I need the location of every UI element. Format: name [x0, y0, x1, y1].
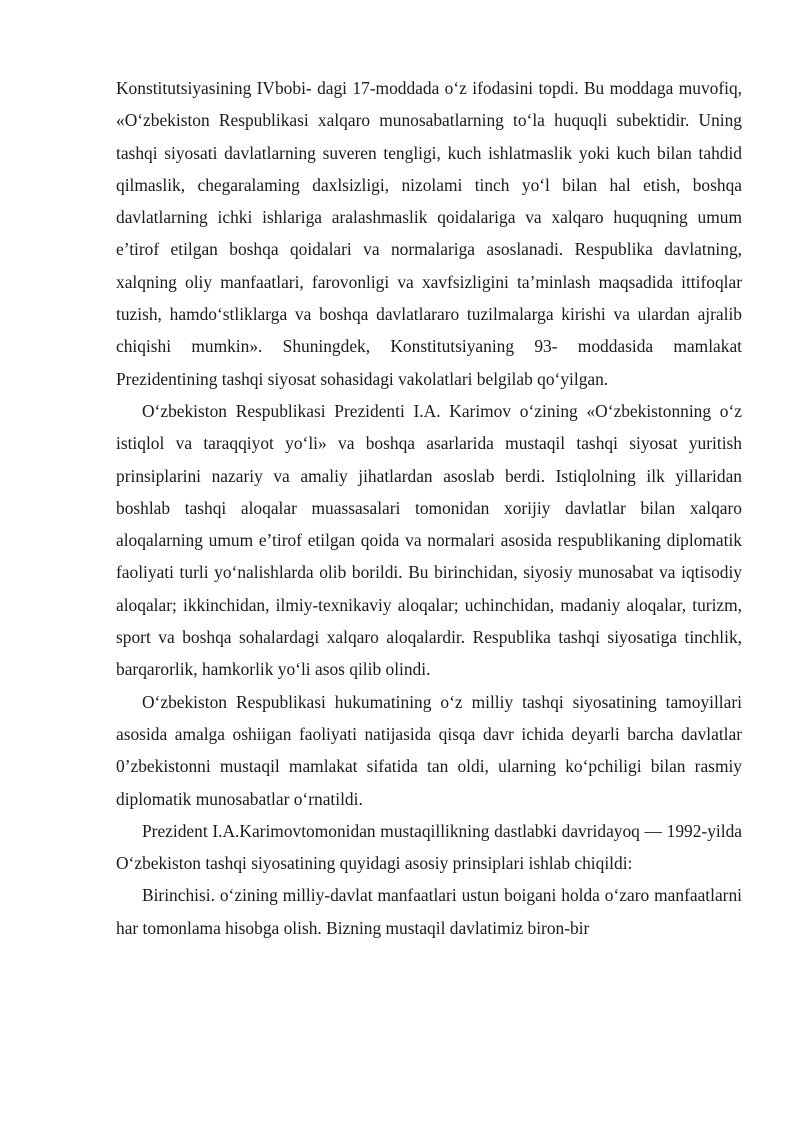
paragraph-principles-1992: Prezident I.A.Karimovtomonidan mustaqillikning dastlabki davridayoq — 1992-yilda O‘zbekiston tashqi siyosatining quyidagi asosiy prinsiplari ishlab chiqildi:	[116, 820, 742, 874]
paragraph-diplomatic-recognition: O‘zbekiston Respublikasi hukumatining o‘z milliy tashqi siyosatining tamoyillari asosida amalga oshiigan faoliyati natijasida qisqa davr ichida deyarli barcha davlatlar 0’zbekistonni mustaqil mamlakat sifatida tan oldi, ularning ko‘pchiligi bilan rasmiy diplomatik munosabatlar o‘rnatildi.	[116, 691, 742, 809]
paragraph-first-principle: Birinchisi. o‘zining milliy-davlat manfaatlari ustun boigani holda o‘zaro manfaatlarni har tomonlama hisobga olish. Bizning mustaqil davlatimiz biron-bir	[116, 885, 742, 938]
paragraph-constitution-article-17: Konstitutsiyasining IVbobi- dagi 17-moddada o‘z ifodasini topdi. Bu moddaga muvofiq, «O‘zbekiston Respublikasi xalqaro munosabatlarning to‘la huquqli subektidir. Uning tashqi siyosati davlatlarning suveren tengligi, kuch ishlatmaslik yoki kuch bilan tahdid qilmaslik, chegaralaming daxlsizligi, nizolami tinch yo‘l bilan hal etish, boshqa davlatlarning ichki ishlariga aralashmaslik qoidalariga va xalqaro huquqning umum e’tirof etilgan boshqa qoidalari va normalariga asoslanadi. Respublika davlatning, xalqning oliy manfaatlari, farovonligi va xavfsizligini ta’minlash maqsadida ittifoqlar tuzish, hamdo‘stliklarga va boshqa davlatlararo tuzilmalarga kirishi va ulardan ajralib chiqishi mumkin». Shuningdek, Konstitutsiyaning 93- moddasida mamlakat Prezidentining tashqi siyosat sohasidagi vakolatlari belgilab qo‘yilgan.	[116, 78, 742, 389]
paragraph-karimov-foreign-policy: O‘zbekiston Respublikasi Prezidenti I.A. Karimov o‘zining «O‘zbekistonning o‘z istiqlol va taraqqiyot yo‘li» va boshqa asarlarida mustaqil tashqi siyosat yuritish prinsiplarini nazariy va amaliy jihatlardan asoslab berdi. Istiqlolning ilk yillaridan boshlab tashqi aloqalar muassasalari tomonidan xorijiy davlatlar bilan xalqaro aloqalarning umum e’tirof etilgan qoida va normalari asosida respublikaning diplomatik faoliyati turli yo‘nalishlarda olib borildi. Bu birinchidan, siyosiy munosabat va iqtisodiy aloqalar; ikkinchidan, ilmiy-texnikaviy aloqalar; uchinchidan, madaniy aloqalar, turizm, sport va boshqa sohalardagi xalqaro aloqalardir. Respublika tashqi siyosatiga tinchlik, barqarorlik, hamkorlik yo‘li asos qilib olindi.	[116, 400, 742, 680]
document-page	[116, 72, 742, 944]
